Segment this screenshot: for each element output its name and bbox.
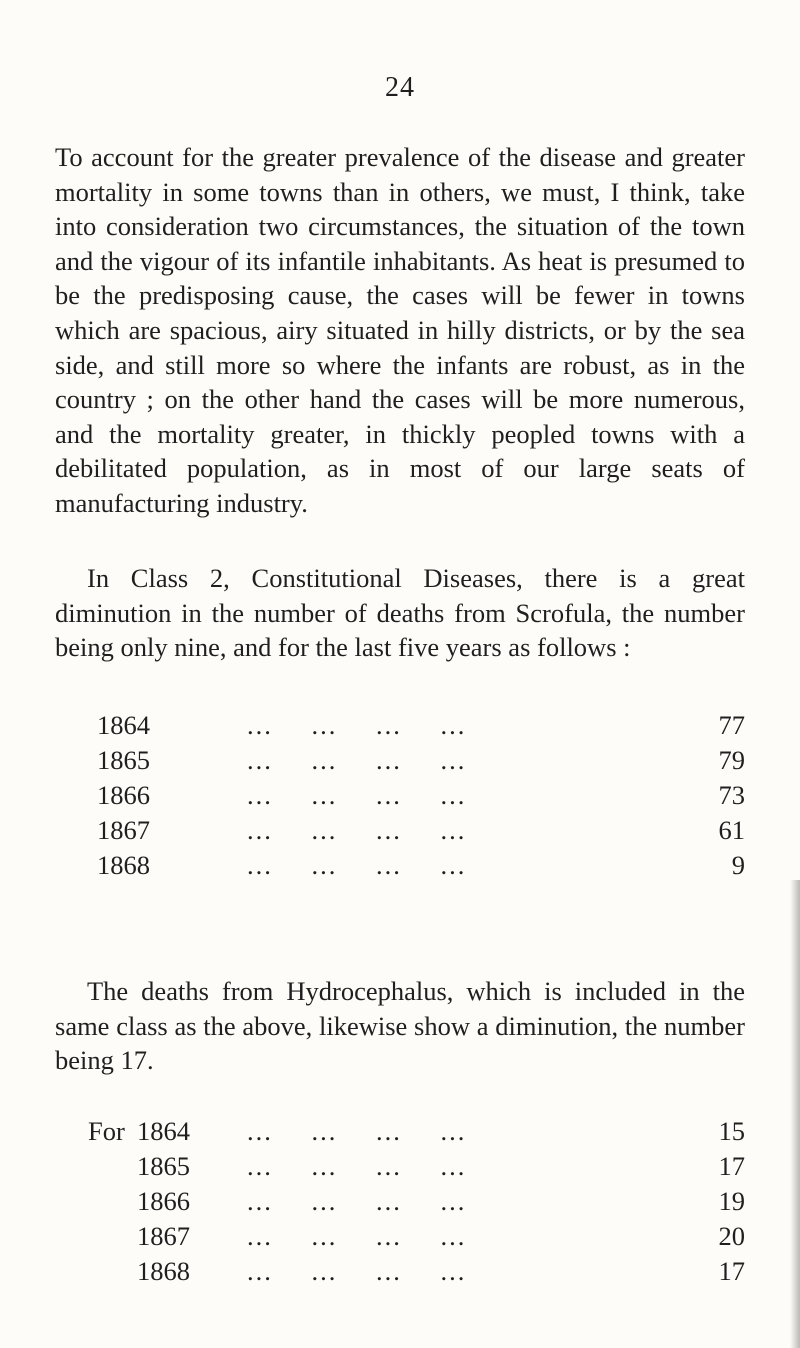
for-label: For bbox=[88, 1116, 125, 1146]
deaths-value: 17 bbox=[718, 1151, 745, 1181]
paragraph-scrofula: In Class 2, Constitutional Diseases, there is a great diminution in the number of deaths from Scrofula, the number being only nine, and for the last five years as follows : bbox=[55, 563, 745, 663]
deaths-value: 17 bbox=[718, 1256, 745, 1286]
table-row bbox=[0, 1256, 800, 1290]
table-row bbox=[0, 780, 800, 814]
deaths-value: 15 bbox=[718, 1116, 745, 1146]
deaths-value: 20 bbox=[718, 1221, 745, 1251]
year-label: 1864 bbox=[97, 710, 150, 740]
table-row bbox=[0, 1221, 800, 1255]
year-label: 1866 bbox=[97, 780, 150, 810]
page-number: 24 bbox=[385, 72, 415, 103]
deaths-value: 79 bbox=[718, 745, 745, 775]
year-label: 1866 bbox=[137, 1186, 190, 1216]
table-row bbox=[0, 745, 800, 779]
paragraph-prevalence: To account for the greater prevalence of the disease and greater mortality in some towns than in others, we must, I think, take into consideration two circumstances, the situation of the town and the vigour of its infantile inhabitants. As heat is presumed to be the predisposing cause, the cases will be fewer in towns which are spacious, airy situated in hilly districts, or by the sea side, and still more so where the infants are robust, as in the country ; on the other hand the cases will be more numerous, and the mortality greater, in thickly peopled towns with a debilitated population, as in most of our large seats of manufacturing industry. bbox=[55, 142, 745, 518]
table-row bbox=[0, 815, 800, 849]
table-row bbox=[0, 710, 800, 744]
deaths-value: 19 bbox=[718, 1186, 745, 1216]
dot-leader: ... ... ... ... bbox=[247, 815, 467, 845]
deaths-value: 9 bbox=[731, 850, 745, 880]
dot-leader: ... ... ... ... bbox=[247, 1256, 467, 1286]
dot-leader: ... ... ... ... bbox=[247, 1151, 467, 1181]
table-row bbox=[0, 850, 800, 884]
deaths-value: 73 bbox=[718, 780, 745, 810]
dot-leader: ... ... ... ... bbox=[247, 1221, 467, 1251]
year-label: 1867 bbox=[137, 1221, 190, 1251]
deaths-value: 77 bbox=[718, 710, 745, 740]
year-label: 1867 bbox=[97, 815, 150, 845]
table-row bbox=[0, 1151, 800, 1185]
table-row bbox=[0, 1116, 800, 1150]
page-edge-shadow bbox=[790, 880, 800, 1348]
dot-leader: ... ... ... ... bbox=[247, 850, 467, 880]
year-label: 1868 bbox=[97, 850, 150, 880]
paragraph-hydrocephalus: The deaths from Hydrocephalus, which is included in the same class as the above, likewise show a diminution, the number being 17. bbox=[55, 976, 745, 1076]
deaths-value: 61 bbox=[718, 815, 745, 845]
dot-leader: ... ... ... ... bbox=[247, 1116, 467, 1146]
table-row bbox=[0, 1186, 800, 1220]
dot-leader: ... ... ... ... bbox=[247, 780, 467, 810]
dot-leader: ... ... ... ... bbox=[247, 1186, 467, 1216]
year-label: 1865 bbox=[137, 1151, 190, 1181]
dot-leader: ... ... ... ... bbox=[247, 745, 467, 775]
year-label: 1865 bbox=[97, 745, 150, 775]
dot-leader: ... ... ... ... bbox=[247, 710, 467, 740]
year-label: 1868 bbox=[137, 1256, 190, 1286]
year-label: 1864 bbox=[137, 1116, 190, 1146]
